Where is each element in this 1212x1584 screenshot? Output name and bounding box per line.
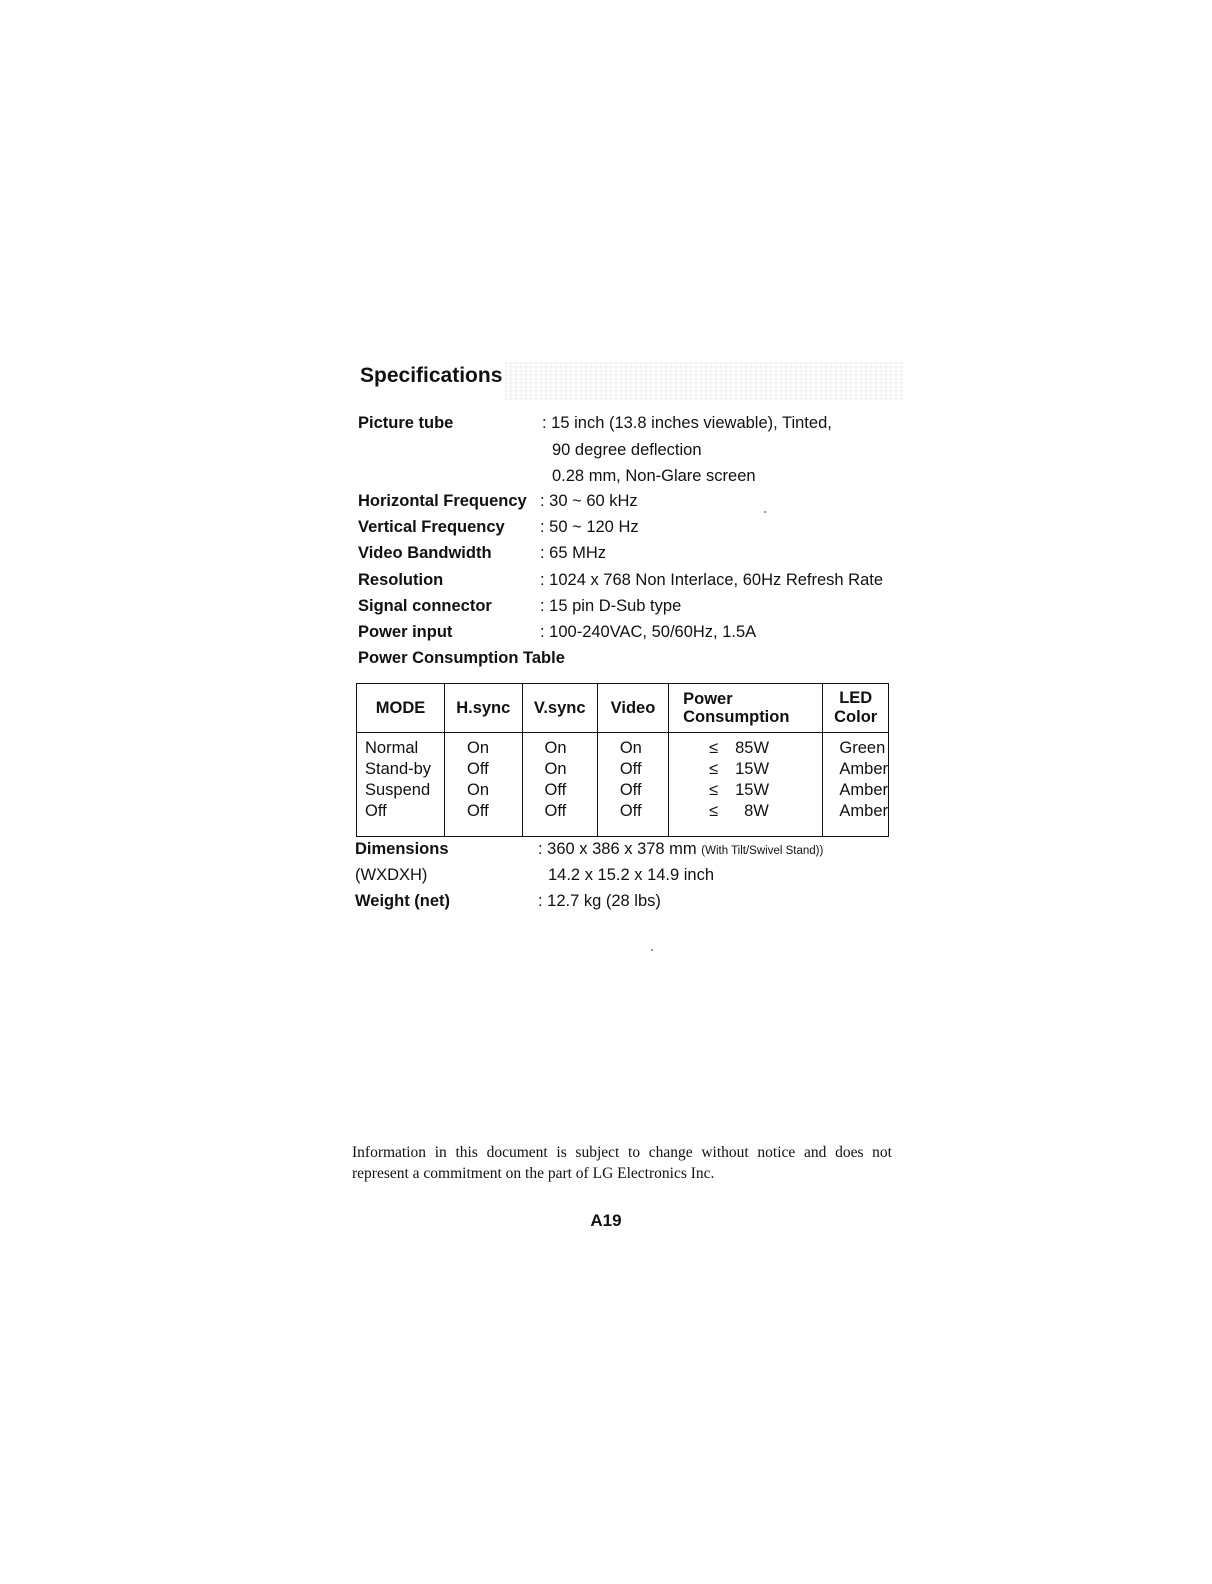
- disclaimer-text: Information in this document is subject to change without notice and does not represent a commitment on the part of LG Electronics Inc.: [352, 1144, 892, 1182]
- spec-value: : 12.7 kg (28 lbs): [538, 892, 661, 910]
- spec-label: Horizontal Frequency: [358, 492, 527, 510]
- less-equal-icon: ≤: [709, 781, 719, 799]
- page-number: A19: [590, 1211, 622, 1230]
- cell-power: [709, 738, 822, 759]
- scan-speck: [764, 511, 766, 513]
- spec-value: : 65 MHz: [540, 544, 607, 562]
- less-equal-icon: ≤: [709, 760, 719, 778]
- cell-power: [709, 780, 822, 801]
- column-mode: [357, 733, 445, 837]
- less-equal-icon: ≤: [709, 802, 719, 820]
- spec-label: Signal connector: [358, 597, 492, 615]
- dimensions-note: (With Tilt/Swivel Stand)): [701, 845, 824, 857]
- header-hsync: H.sync: [445, 684, 523, 733]
- cell-led: Green: [839, 739, 886, 757]
- column-power: [669, 733, 823, 837]
- cell-vsync: On: [544, 760, 567, 778]
- header-led-color: LED Color: [823, 684, 889, 733]
- table-header-row: [357, 684, 889, 733]
- header-vsync: V.sync: [522, 684, 597, 733]
- less-equal-icon: ≤: [709, 739, 719, 757]
- cell-power: [709, 759, 822, 780]
- spec-value: : 50 ~ 120 Hz: [540, 518, 639, 536]
- spec-label: Video Bandwidth: [358, 544, 492, 562]
- spec-value: : 30 ~ 60 kHz: [540, 492, 638, 510]
- spec-value: : 15 pin D-Sub type: [540, 597, 682, 615]
- power-value: 15W: [735, 781, 770, 799]
- cell-mode: Stand-by: [365, 760, 432, 778]
- column-vsync: [522, 733, 597, 837]
- cell-hsync: On: [467, 781, 490, 799]
- power-value: 8W: [744, 802, 769, 820]
- cell-vsync: On: [544, 739, 567, 757]
- spec-label: Power Consumption Table: [358, 649, 565, 667]
- spec-label: Resolution: [358, 571, 444, 589]
- cell-led: Amber: [839, 760, 888, 778]
- dimensions-value: [538, 840, 823, 859]
- cell-video: Off: [619, 760, 642, 778]
- cell-led: Amber: [839, 781, 888, 799]
- spec-value: : 1024 x 768 Non Interlace, 60Hz Refresh Rate: [540, 571, 884, 589]
- cell-video: On: [619, 739, 642, 757]
- cell-power: [709, 801, 822, 822]
- spec-label: Dimensions: [355, 840, 449, 858]
- cell-video: Off: [619, 781, 642, 799]
- table-row: [357, 733, 889, 837]
- cell-mode: Normal: [365, 739, 419, 757]
- cell-vsync: Off: [544, 781, 567, 799]
- cell-hsync: On: [467, 739, 490, 757]
- cell-video: Off: [619, 802, 642, 820]
- spec-sublabel: (WXDXH): [355, 866, 428, 884]
- dimensions-inch: 14.2 x 15.2 x 14.9 inch: [548, 866, 715, 884]
- cell-hsync: Off: [467, 802, 489, 820]
- dimensions-mm: : 360 x 386 x 378 mm: [538, 840, 697, 858]
- power-consumption-table: [356, 683, 889, 837]
- header-power-line: Power: [683, 690, 733, 708]
- scan-speck: [651, 949, 653, 951]
- spec-label: Power input: [358, 623, 453, 641]
- column-hsync: [445, 733, 523, 837]
- scan-noise: [505, 362, 905, 400]
- column-led-color: [823, 733, 889, 837]
- cell-led: Amber: [839, 802, 888, 820]
- page-title: Specifications: [360, 364, 503, 387]
- header-mode: MODE: [357, 684, 445, 733]
- power-value: 85W: [735, 739, 770, 757]
- spec-label: Picture tube: [358, 414, 454, 432]
- spec-value: 0.28 mm, Non-Glare screen: [552, 467, 756, 485]
- spec-label: Weight (net): [355, 892, 451, 910]
- spec-value: : 15 inch (13.8 inches viewable), Tinted,: [542, 414, 832, 432]
- spec-value: : 100-240VAC, 50/60Hz, 1.5A: [540, 623, 757, 641]
- header-power-consumption: [669, 684, 823, 733]
- header-power-line: Consumption: [683, 708, 790, 726]
- cell-mode: Suspend: [365, 781, 431, 799]
- cell-vsync: Off: [544, 802, 567, 820]
- spec-label: Vertical Frequency: [358, 518, 505, 536]
- cell-hsync: Off: [467, 760, 489, 778]
- spec-value: 90 degree deflection: [552, 441, 702, 459]
- power-value: 15W: [735, 760, 770, 778]
- cell-mode: Off: [365, 802, 387, 820]
- header-video: Video: [597, 684, 668, 733]
- column-video: [597, 733, 668, 837]
